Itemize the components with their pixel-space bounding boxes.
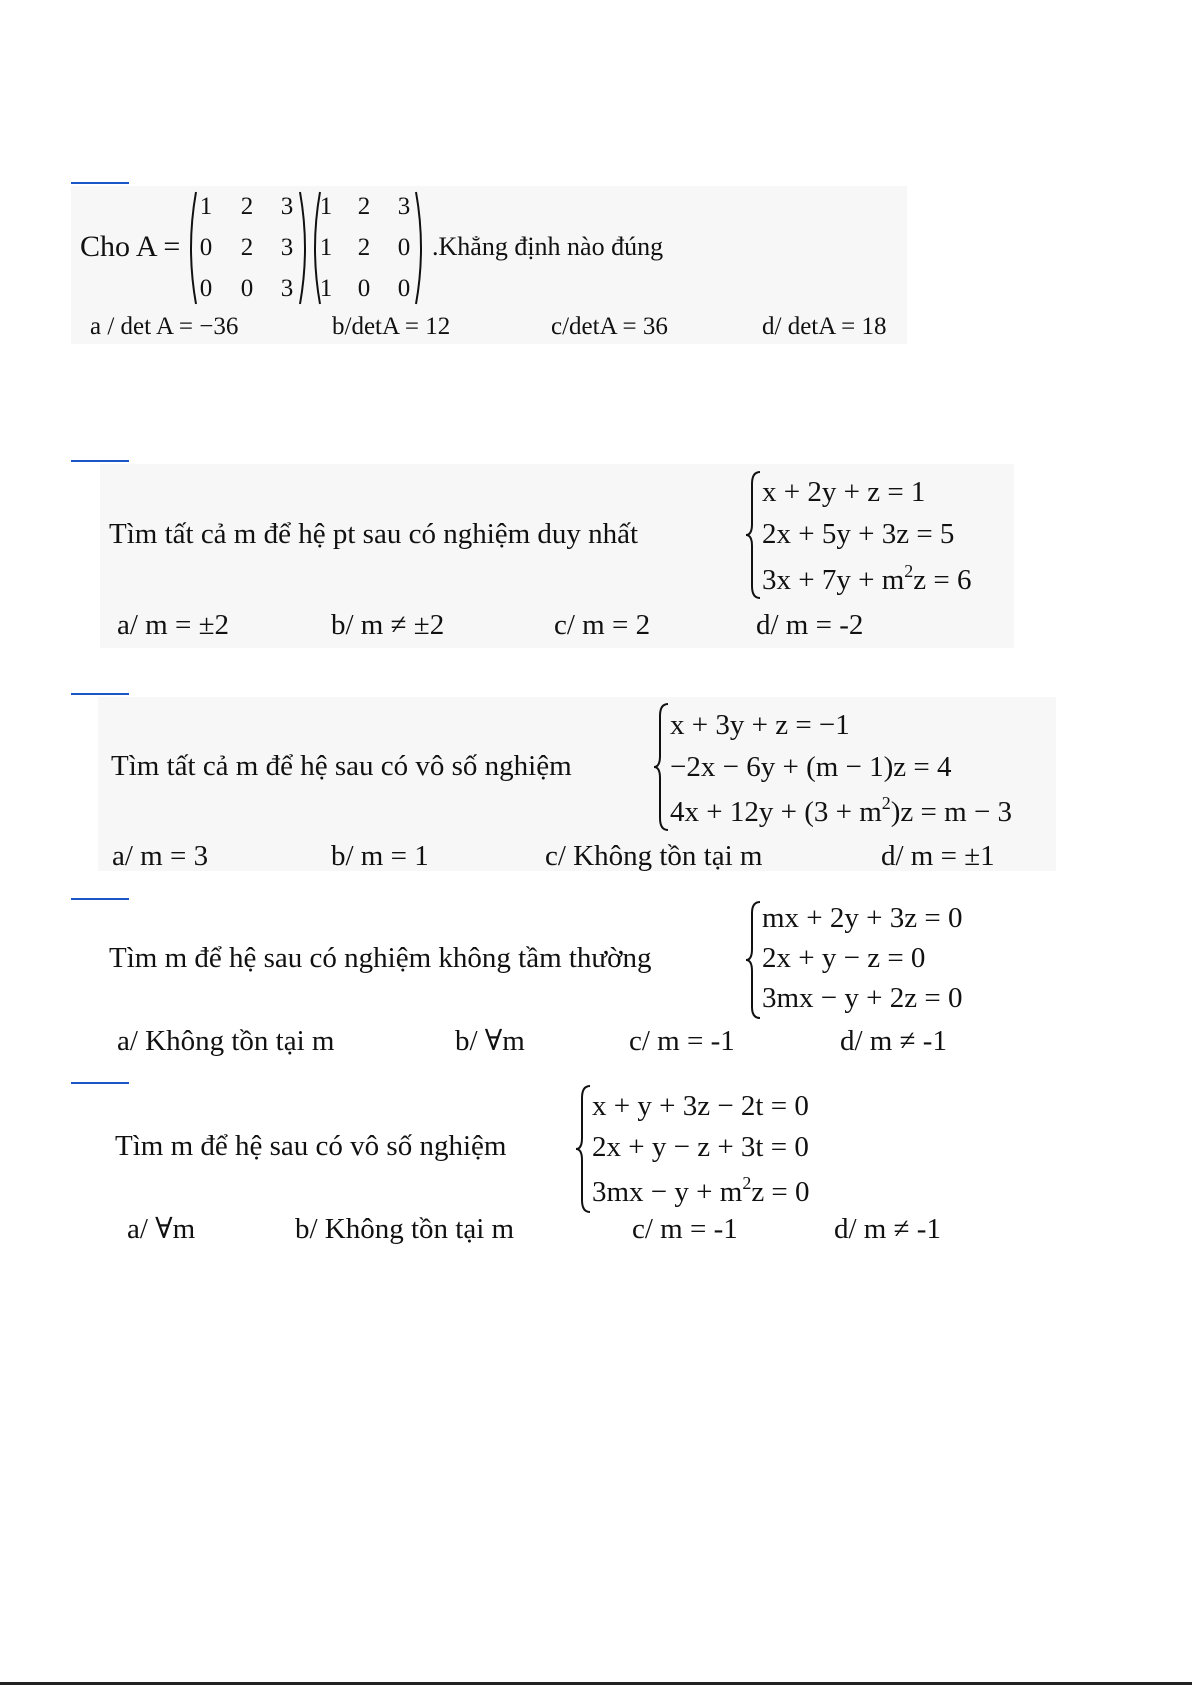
matrix-2 [308, 190, 428, 306]
question-4-link[interactable] [71, 898, 129, 900]
q1-option-b[interactable]: b/detA = 12 [332, 313, 451, 340]
matrix-2-cell: 1 [319, 193, 333, 220]
q4-equation-2: 2x + y − z = 0 [762, 942, 926, 974]
q3-option-d[interactable]: d/ m = ±1 [881, 840, 995, 872]
q4-option-c[interactable]: c/ m = -1 [629, 1025, 735, 1057]
matrix-1-cell: 0 [199, 275, 213, 302]
q2-equation-3: $3x + 7y + m^2z = 6$ [762, 560, 972, 596]
q1-option-c[interactable]: c/detA = 36 [551, 313, 668, 340]
q4-option-a[interactable]: a/ Không tồn tại m [117, 1025, 335, 1057]
q2-option-b[interactable]: b/ m ≠ ±2 [331, 609, 445, 641]
q3-equation-system [652, 702, 1056, 832]
question-5-link[interactable] [71, 1082, 129, 1084]
matrix-2-cell: 1 [319, 275, 333, 302]
matrix-2-cell: 1 [319, 234, 333, 261]
matrix-2-cell: 2 [357, 193, 371, 220]
q5-prompt: Tìm m để hệ sau có vô số nghiệm [115, 1130, 507, 1162]
question-3-link[interactable] [71, 693, 129, 695]
matrix-1-cell: 0 [240, 275, 254, 302]
q5-option-b[interactable]: b/ Không tồn tại m [295, 1213, 515, 1245]
q1-option-d[interactable]: d/ detA = 18 [762, 313, 887, 340]
q5-equation-3: $3mx - y + m^2z = 0$ [592, 1172, 810, 1208]
matrix-1-cell: 1 [199, 193, 213, 220]
q2-option-d[interactable]: d/ m = -2 [756, 609, 864, 641]
matrix-1-cell: 0 [199, 234, 213, 261]
q2-option-a[interactable]: a/ m = ±2 [117, 609, 230, 641]
question-1-link[interactable] [71, 182, 129, 184]
q5-equation-2: 2x + y − z + 3t = 0 [592, 1131, 809, 1163]
matrix-1-cell: 2 [240, 234, 254, 261]
q5-option-a[interactable]: a/ ∀m [127, 1213, 196, 1245]
q2-equation-1: x + 2y + z = 1 [762, 476, 926, 508]
matrix-2-cell: 0 [397, 234, 411, 261]
question-2-link[interactable] [71, 460, 129, 462]
q4-equation-system [744, 900, 1004, 1020]
matrix-1 [184, 190, 312, 306]
q5-option-c[interactable]: c/ m = -1 [632, 1213, 738, 1245]
q3-option-a[interactable]: a/ m = 3 [112, 840, 209, 872]
q4-equation-3: 3mx − y + 2z = 0 [762, 982, 963, 1014]
matrix-2-cell: 0 [357, 275, 371, 302]
q3-prompt: Tìm tất cả m để hệ sau có vô số nghiệm [111, 750, 572, 782]
q4-option-d[interactable]: d/ m ≠ -1 [840, 1025, 947, 1057]
q3-option-c[interactable]: c/ Không tồn tại m [545, 840, 763, 872]
matrix-2-right-paren [414, 190, 428, 306]
q3-equation-2: −2x − 6y + (m − 1)z = 4 [670, 751, 952, 783]
matrix-1-cell: 3 [280, 193, 294, 220]
q1-suffix: .Khẳng định nào đúng [432, 232, 664, 261]
matrix-1-cell: 3 [280, 275, 294, 302]
q3-brace [652, 702, 672, 832]
matrix-2-cell: 2 [357, 234, 371, 261]
matrix-2-cell: 0 [397, 275, 411, 302]
q5-equation-system [574, 1084, 854, 1214]
q5-option-d[interactable]: d/ m ≠ -1 [834, 1213, 941, 1245]
q3-option-b[interactable]: b/ m = 1 [331, 840, 429, 872]
q2-option-c[interactable]: c/ m = 2 [554, 609, 651, 641]
q4-brace [744, 900, 764, 1020]
matrix-2-cell: 3 [397, 193, 411, 220]
matrix-1-cell: 3 [280, 234, 294, 261]
q2-equation-system [744, 470, 1014, 600]
q3-equation-1: x + 3y + z = −1 [670, 709, 850, 741]
q4-equation-1: mx + 2y + 3z = 0 [762, 902, 963, 934]
q1-prefix: Cho A = [80, 230, 181, 263]
q2-brace [744, 470, 764, 600]
q5-equation-1: x + y + 3z − 2t = 0 [592, 1090, 809, 1122]
q5-brace [574, 1084, 594, 1214]
q4-prompt: Tìm m để hệ sau có nghiệm không tầm thường [109, 942, 652, 974]
q2-equation-2: 2x + 5y + 3z = 5 [762, 518, 955, 550]
q3-equation-3: $4x + 12y + (3 + m^2)z = m - 3$ [670, 792, 1013, 828]
matrix-1-cell: 2 [240, 193, 254, 220]
q2-prompt: Tìm tất cả m để hệ pt sau có nghiệm duy nhất [109, 518, 639, 550]
q1-option-a[interactable]: a / det A = −36 [90, 313, 239, 340]
q4-option-b[interactable]: b/ ∀m [455, 1025, 525, 1057]
